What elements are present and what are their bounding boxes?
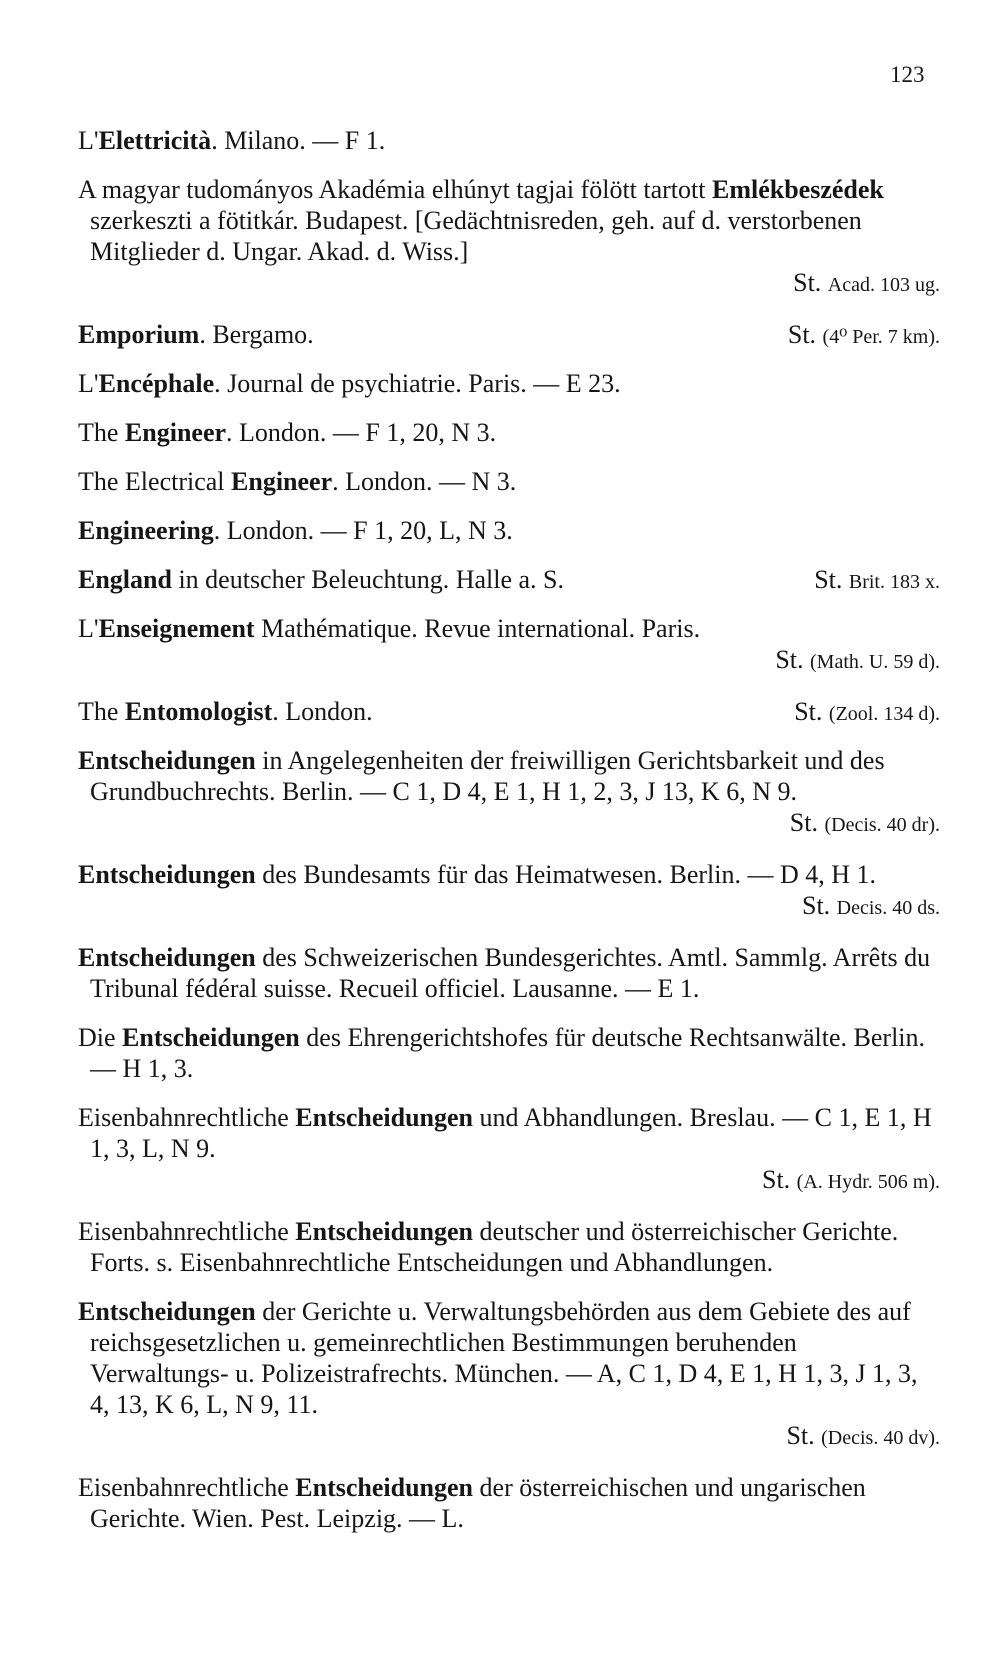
page-number: 123 <box>890 62 925 87</box>
entry-keyword: Entscheidungen <box>78 746 256 775</box>
entry-keyword: Entscheidungen <box>122 1023 300 1052</box>
entry-keyword: Emlékbeszédek <box>711 175 884 204</box>
shelf-mark-detail: (Decis. 40 dr). <box>824 814 940 836</box>
bibliography-entry <box>78 174 940 301</box>
entry-prefix: A magyar tudományos Akadémia elhúnyt tagjai fölött tartott <box>78 175 712 204</box>
entry-text <box>78 174 940 267</box>
shelf-mark-prefix: St. <box>786 1421 815 1450</box>
entry-details: des Bundesamts für das Heimatwesen. Berlin. — D 4, H 1. <box>255 860 877 889</box>
shelf-mark-detail: (A. Hydr. 506 m). <box>796 1171 940 1193</box>
shelf-mark <box>794 696 940 730</box>
entry-text <box>78 368 940 399</box>
entry-text <box>78 125 940 156</box>
entry-keyword: Entscheidungen <box>295 1217 474 1246</box>
shelf-mark-prefix: St. <box>761 1165 791 1194</box>
entry-details: . London. — N 3. <box>332 467 517 496</box>
entry-keyword: Entscheidungen <box>78 943 256 972</box>
entry-text <box>78 515 940 546</box>
shelf-mark-prefix: St. <box>793 268 822 297</box>
entry-text <box>78 859 940 890</box>
shelf-mark <box>78 807 940 841</box>
entry-details: in Angelegenheiten der freiwilligen Gerichtsbarkeit und des Grundbuchrechts. Berlin. — C 1, D 4, E 1, H 1, 2, 3, J 13, K 6, N 9. <box>90 746 885 806</box>
bibliography-entry <box>78 368 940 399</box>
entry-details: in deutscher Beleuchtung. Halle a. S. <box>171 565 565 594</box>
shelf-mark-detail: (4⁰ Per. 7 km). <box>822 326 940 348</box>
entry-prefix: Eisenbahnrechtliche <box>78 1217 296 1246</box>
shelf-mark-prefix: St. <box>775 645 804 674</box>
entry-keyword: Entscheidungen <box>78 1297 256 1326</box>
bibliography-entry <box>78 1216 940 1278</box>
shelf-mark <box>78 267 940 301</box>
entry-details: deutscher und österreichischer Gerichte. Forts. s. Eisenbahnrechtliche Entscheidungen und Abhandlungen. <box>90 1217 899 1277</box>
entry-keyword: Engineer <box>124 418 227 447</box>
entry-prefix: Die <box>78 1023 123 1052</box>
bibliography-entry <box>78 125 940 156</box>
entry-text <box>78 942 940 1004</box>
entry-details: . London. — F 1, 20, L, N 3. <box>213 516 513 545</box>
shelf-mark-prefix: St. <box>789 808 818 837</box>
entry-keyword: England <box>78 565 172 594</box>
entry-details: szerkeszti a fötitkár. Budapest. [Gedächtnisreden, geh. auf d. verstorbenen Mitglieder d. Ungar. Akad. d. Wiss.] <box>90 206 862 266</box>
bibliography-entry <box>78 859 940 924</box>
entry-details: . London. — F 1, 20, N 3. <box>226 418 497 447</box>
shelf-mark <box>78 1420 940 1454</box>
entry-text <box>78 564 940 595</box>
entry-prefix: L' <box>78 369 99 398</box>
entry-prefix: L' <box>78 614 99 643</box>
entry-prefix: The Electrical <box>78 467 232 496</box>
entry-details: des Schweizerischen Bundesgerichtes. Amtl. Sammlg. Arrêts du Tribunal fédéral suisse. Recueil officiel. Lausanne. — E 1. <box>90 943 931 1003</box>
shelf-mark-detail: Decis. 40 ds. <box>836 897 940 919</box>
entry-prefix: The <box>78 697 125 726</box>
shelf-mark-detail: (Math. U. 59 d). <box>810 651 940 673</box>
bibliography-entry <box>78 515 940 546</box>
shelf-mark <box>787 319 940 353</box>
entry-details: und Abhandlungen. Breslau. — C 1, E 1, H 1, 3, L, N 9. <box>90 1103 932 1163</box>
shelf-mark-detail: (Decis. 40 dv). <box>821 1427 940 1449</box>
shelf-mark <box>814 564 940 598</box>
entry-text <box>78 1472 940 1534</box>
entry-details: . London. <box>272 697 373 726</box>
shelf-mark <box>78 644 940 678</box>
entry-keyword: Entscheidungen <box>295 1103 474 1132</box>
bibliography-entry <box>78 745 940 841</box>
bibliography-entry <box>78 1102 940 1198</box>
bibliography-entry <box>78 942 940 1004</box>
shelf-mark-detail: Brit. 183 x. <box>848 571 940 593</box>
shelf-mark-prefix: St. <box>787 320 817 349</box>
entry-text <box>78 613 940 644</box>
entry-details: Mathématique. Revue international. Paris. <box>254 614 701 643</box>
bibliography-entry <box>78 1296 940 1454</box>
entry-text <box>78 1022 940 1084</box>
entry-text <box>78 466 940 497</box>
entry-text <box>78 696 940 727</box>
entry-text <box>78 319 940 350</box>
entry-prefix: L' <box>78 126 99 155</box>
entry-keyword: Emporium <box>78 320 200 349</box>
entry-details: des Ehrengerichtshofes für deutsche Rechtsanwälte. Berlin. — H 1, 3. <box>90 1023 926 1083</box>
entry-keyword: Entscheidungen <box>78 860 256 889</box>
entry-keyword: Elettricità <box>98 126 212 155</box>
entry-text <box>78 1296 940 1420</box>
bibliography-entry <box>78 1022 940 1084</box>
entry-prefix: Eisenbahnrechtliche <box>78 1103 296 1132</box>
shelf-mark-detail: (Zool. 134 d). <box>828 703 940 725</box>
bibliography-entry <box>78 319 940 350</box>
entry-details: . Milano. — F 1. <box>211 126 386 155</box>
entry-details: der Gerichte u. Verwaltungsbehörden aus dem Gebiete des auf reichsgesetzlichen u. gemeinrechtlichen Bestimmungen beruhenden Verwaltungs- u. Polizeistrafrechts. München. — A, C 1, D 4, E 1, H 1, 3, J 1, 3, 4, 13, K 6, L, N 9, 11. <box>90 1297 918 1419</box>
entry-keyword: Enseignement <box>98 614 255 643</box>
entry-text <box>78 1216 940 1278</box>
entry-keyword: Entomologist <box>124 697 273 726</box>
bibliography-entry-list <box>78 125 940 1552</box>
bibliography-entry <box>78 696 940 727</box>
entry-keyword: Engineering <box>78 516 214 545</box>
entry-prefix: Eisenbahnrechtliche <box>78 1473 296 1502</box>
entry-text <box>78 745 940 807</box>
entry-prefix: The <box>78 418 125 447</box>
bibliography-entry <box>78 1472 940 1534</box>
entry-details: . Bergamo. <box>199 320 314 349</box>
shelf-mark-detail: Acad. 103 ug. <box>827 274 940 296</box>
bibliography-entry <box>78 613 940 678</box>
entry-text <box>78 1102 940 1164</box>
entry-details: der österreichischen und ungarischen Gerichte. Wien. Pest. Leipzig. — L. <box>90 1473 866 1533</box>
bibliography-entry <box>78 417 940 448</box>
bibliography-entry <box>78 564 940 595</box>
shelf-mark-prefix: St. <box>794 697 823 726</box>
shelf-mark-prefix: St. <box>801 891 831 920</box>
entry-details: . Journal de psychiatrie. Paris. — E 23. <box>214 369 621 398</box>
entry-keyword: Encéphale <box>98 369 215 398</box>
shelf-mark-prefix: St. <box>814 565 843 594</box>
entry-text <box>78 417 940 448</box>
bibliography-entry <box>78 466 940 497</box>
shelf-mark <box>78 1164 940 1198</box>
entry-keyword: Entscheidungen <box>295 1473 474 1502</box>
shelf-mark <box>78 890 940 924</box>
entry-keyword: Engineer <box>231 467 333 496</box>
